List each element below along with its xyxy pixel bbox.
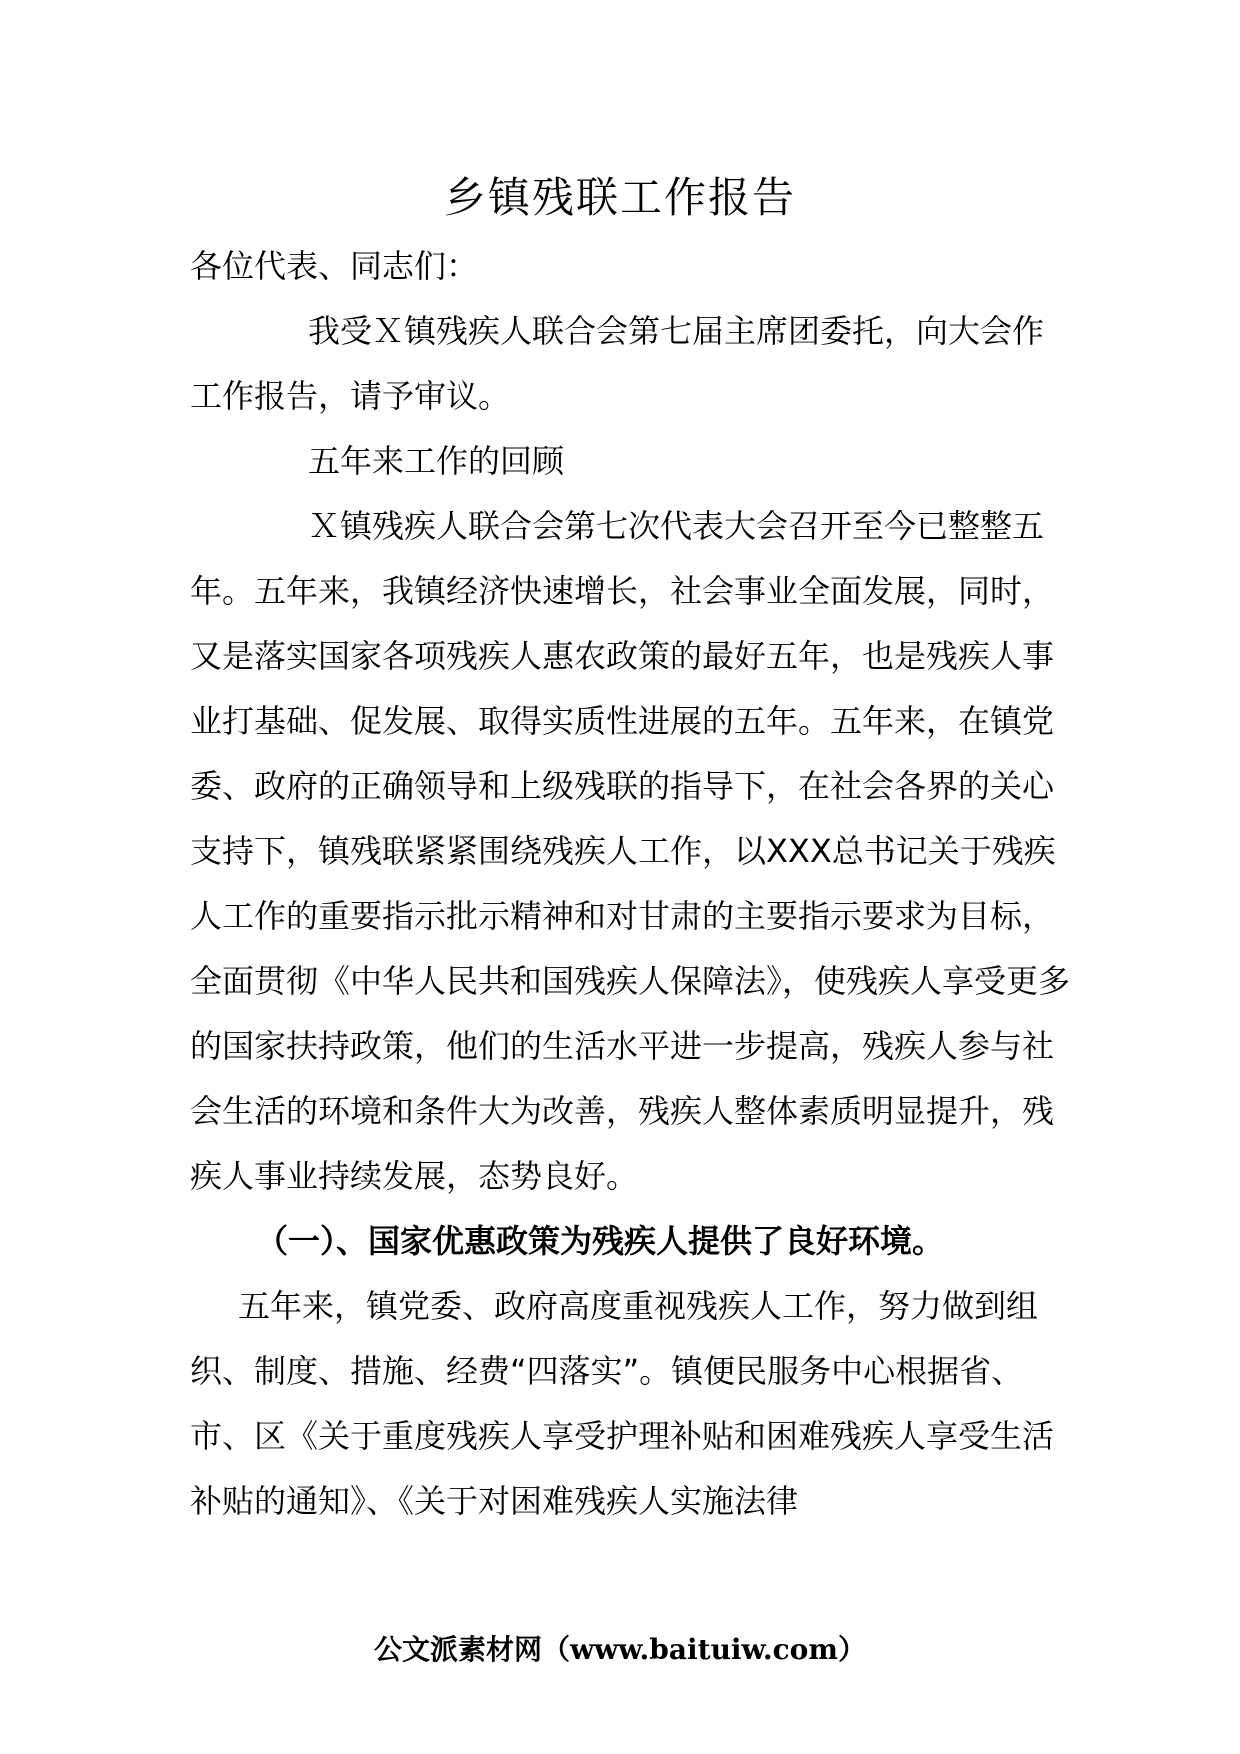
document-body — [190, 234, 1070, 1534]
intro-paragraph: 我受Ｘ镇残疾人联合会第七届主席团委托，向大会作工作报告，请予审议。 — [190, 312, 1045, 415]
review-paragraph: Ｘ镇残疾人联合会第七次代表大会召开至今已整整五年。五年来，我镇经济快速增长，社会事业全面发展，同时，又是落实国家各项残疾人惠农政策的最好五年，也是残疾人事业打基础、促发展、取得实质性进展的五年。五年来，在镇党委、政府的正确领导和上级残联的指导下，在社会各界的关心支持下，镇残联紧紧围绕残疾人工作，以XXX总书记关于残疾人工作的重要指示批示精神和对甘肃的主要指示要求为目标，全面贯彻《中华人民共和国残疾人保障法》，使残疾人享受更多的国家扶持政策，他们的生活水平进一步提高，残疾人参与社会生活的环境和条件大为改善，残疾人整体素质明显提升，残疾人事业持续发展，态势良好。 — [190, 507, 1071, 1195]
policy-paragraph: 五年来，镇党委、政府高度重视残疾人工作，努力做到组织、制度、措施、经费“四落实”。镇便民服务中心根据省、市、区《关于重度残疾人享受护理补贴和困难残疾人享受生活补贴的通知》、《关于对困难残疾人实施法律 — [190, 1287, 1055, 1520]
footer-watermark: 公文派素材网（www.baituiw.com） — [374, 1633, 866, 1666]
salutation: 各位代表、同志们： — [190, 247, 479, 285]
subheading-policy: （一）、国家优惠政策为残疾人提供了良好环境。 — [256, 1222, 945, 1260]
section-title: 五年来工作的回顾 — [308, 442, 565, 480]
document-title: 乡镇残联工作报告 — [443, 173, 796, 222]
